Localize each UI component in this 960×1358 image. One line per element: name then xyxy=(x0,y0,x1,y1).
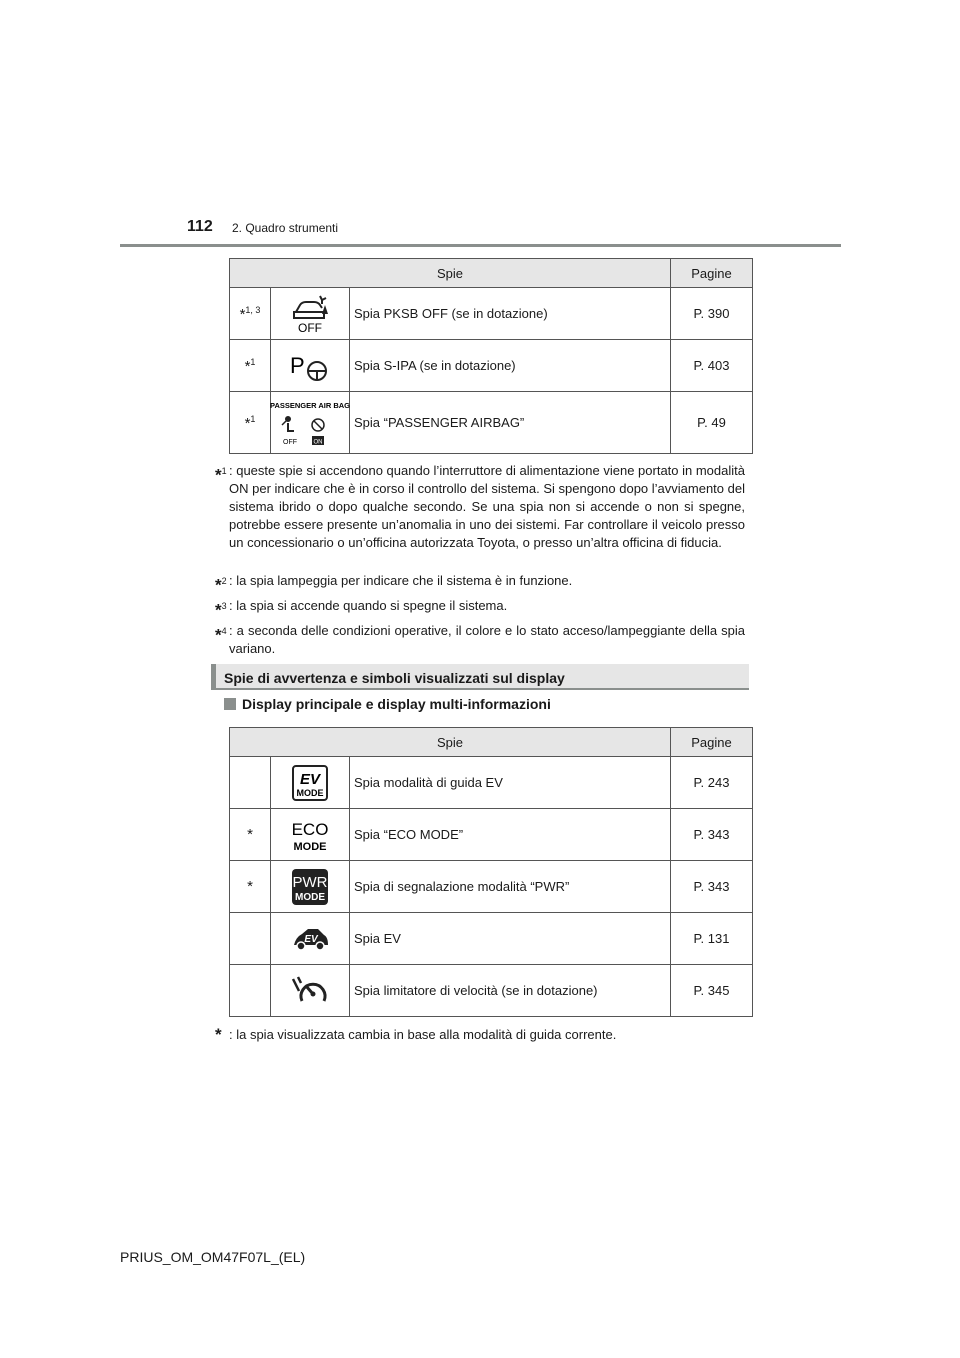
page-ref: P. 49 xyxy=(671,392,753,454)
svg-text:ECO: ECO xyxy=(291,819,329,839)
svg-text:EV: EV xyxy=(304,933,318,945)
s-ipa-icon xyxy=(271,340,350,392)
svg-text:MODE: MODE xyxy=(296,787,324,798)
page-ref: P. 243 xyxy=(671,757,753,809)
document-code: PRIUS_OM_OM47F07L_(EL) xyxy=(120,1249,306,1265)
asterisk-note: *$^{1, 3}$ xyxy=(230,288,271,340)
speed-limiter-icon xyxy=(271,965,350,1017)
row-label: Spia modalità di guida EV xyxy=(350,757,671,809)
svg-text:EV: EV xyxy=(299,770,321,788)
svg-text:OFF: OFF xyxy=(283,438,297,446)
page-ref: P. 403 xyxy=(671,340,753,392)
page-ref: P. 131 xyxy=(671,913,753,965)
table-row xyxy=(230,288,753,340)
passenger-airbag-icon xyxy=(271,392,350,454)
asterisk-note: * xyxy=(230,861,271,913)
row-label: Spia S-IPA (se in dotazione) xyxy=(350,340,671,392)
col-header-spie: Spie xyxy=(230,259,671,288)
asterisk-note xyxy=(230,913,271,965)
subsection-heading: Display principale e display multi-informazioni xyxy=(242,696,551,712)
header-rule xyxy=(120,244,841,247)
col-header-pagine: Pagine xyxy=(671,259,753,288)
asterisk-note xyxy=(230,965,271,1017)
row-label: Spia di segnalazione modalità “PWR” xyxy=(350,861,671,913)
asterisk-note: *$^1$ xyxy=(230,392,271,454)
asterisk-note: * xyxy=(230,809,271,861)
row-label: Spia “PASSENGER AIRBAG” xyxy=(350,392,671,454)
svg-text:MODE: MODE xyxy=(293,840,327,853)
svg-text:OFF: OFF xyxy=(298,320,322,335)
section-title: 2. Quadro strumenti xyxy=(232,221,339,235)
svg-text:PWR: PWR xyxy=(292,873,328,891)
row-label: Spia EV xyxy=(350,913,671,965)
warning-lights-table-1 xyxy=(229,258,753,454)
footnote-2: *$^2$ : la spia lampeggia per indicare che il sistema è in funzione. xyxy=(215,573,573,595)
eco-mode-icon xyxy=(271,809,350,861)
row-label: Spia “ECO MODE” xyxy=(350,809,671,861)
page-ref: P. 345 xyxy=(671,965,753,1017)
square-bullet-icon xyxy=(224,698,236,710)
ev-mode-icon xyxy=(271,757,350,809)
table-row xyxy=(230,861,753,913)
table-row xyxy=(230,913,753,965)
table-row xyxy=(230,809,753,861)
row-label: Spia limitatore di velocità (se in dotazione) xyxy=(350,965,671,1017)
page-ref: P. 390 xyxy=(671,288,753,340)
col-header-spie: Spie xyxy=(230,728,671,757)
svg-text:P: P xyxy=(290,352,305,378)
page-number: 112 xyxy=(187,218,213,235)
page-ref: P. 343 xyxy=(671,809,753,861)
page-ref: P. 343 xyxy=(671,861,753,913)
footnote-1: *$^1$ : queste spie si accendono quando l’interruttore di alimentazione viene portato in modalità ON per indicare che è in corso il controllo del sistema. Si spengono dopo l’avviamento del sistema ibrido o dopo qualche secondo. Se una spia non si accende o non si spegne, potrebbe essere presente un’anomalia in uno dei sistemi. Far controllare il veicolo presso un concessionario o un’officina autorizzata Toyota, o presso un’altra officina di fiducia. xyxy=(215,463,745,550)
table-header-row xyxy=(230,259,753,288)
svg-text:MODE: MODE xyxy=(295,891,325,903)
table-row xyxy=(230,340,753,392)
table2-footnote: * : la spia visualizzata cambia in base alla modalità di guida corrente. xyxy=(215,1025,617,1044)
pwr-mode-icon xyxy=(271,861,350,913)
asterisk-note: *$^1$ xyxy=(230,340,271,392)
warning-lights-table-2 xyxy=(229,727,753,1017)
asterisk-note xyxy=(230,757,271,809)
table-row xyxy=(230,965,753,1017)
table-header-row xyxy=(230,728,753,757)
col-header-pagine: Pagine xyxy=(671,728,753,757)
section-heading: Spie di avvertenza e simboli visualizzati sul display xyxy=(224,670,565,686)
footnote-3: *$^3$ : la spia si accende quando si spegne il sistema. xyxy=(215,598,508,620)
ev-icon xyxy=(271,913,350,965)
svg-text:PASSENGER AIR BAG: PASSENGER AIR BAG xyxy=(269,400,351,410)
row-label: Spia PKSB OFF (se in dotazione) xyxy=(350,288,671,340)
table-row xyxy=(230,392,753,454)
table-row xyxy=(230,757,753,809)
svg-text:ON: ON xyxy=(313,439,323,445)
footnote-4: *$^4$ : a seconda delle condizioni operative, il colore e lo stato acceso/lampeggiante della spia variano. xyxy=(215,623,745,656)
pksb-off-icon xyxy=(271,288,350,340)
